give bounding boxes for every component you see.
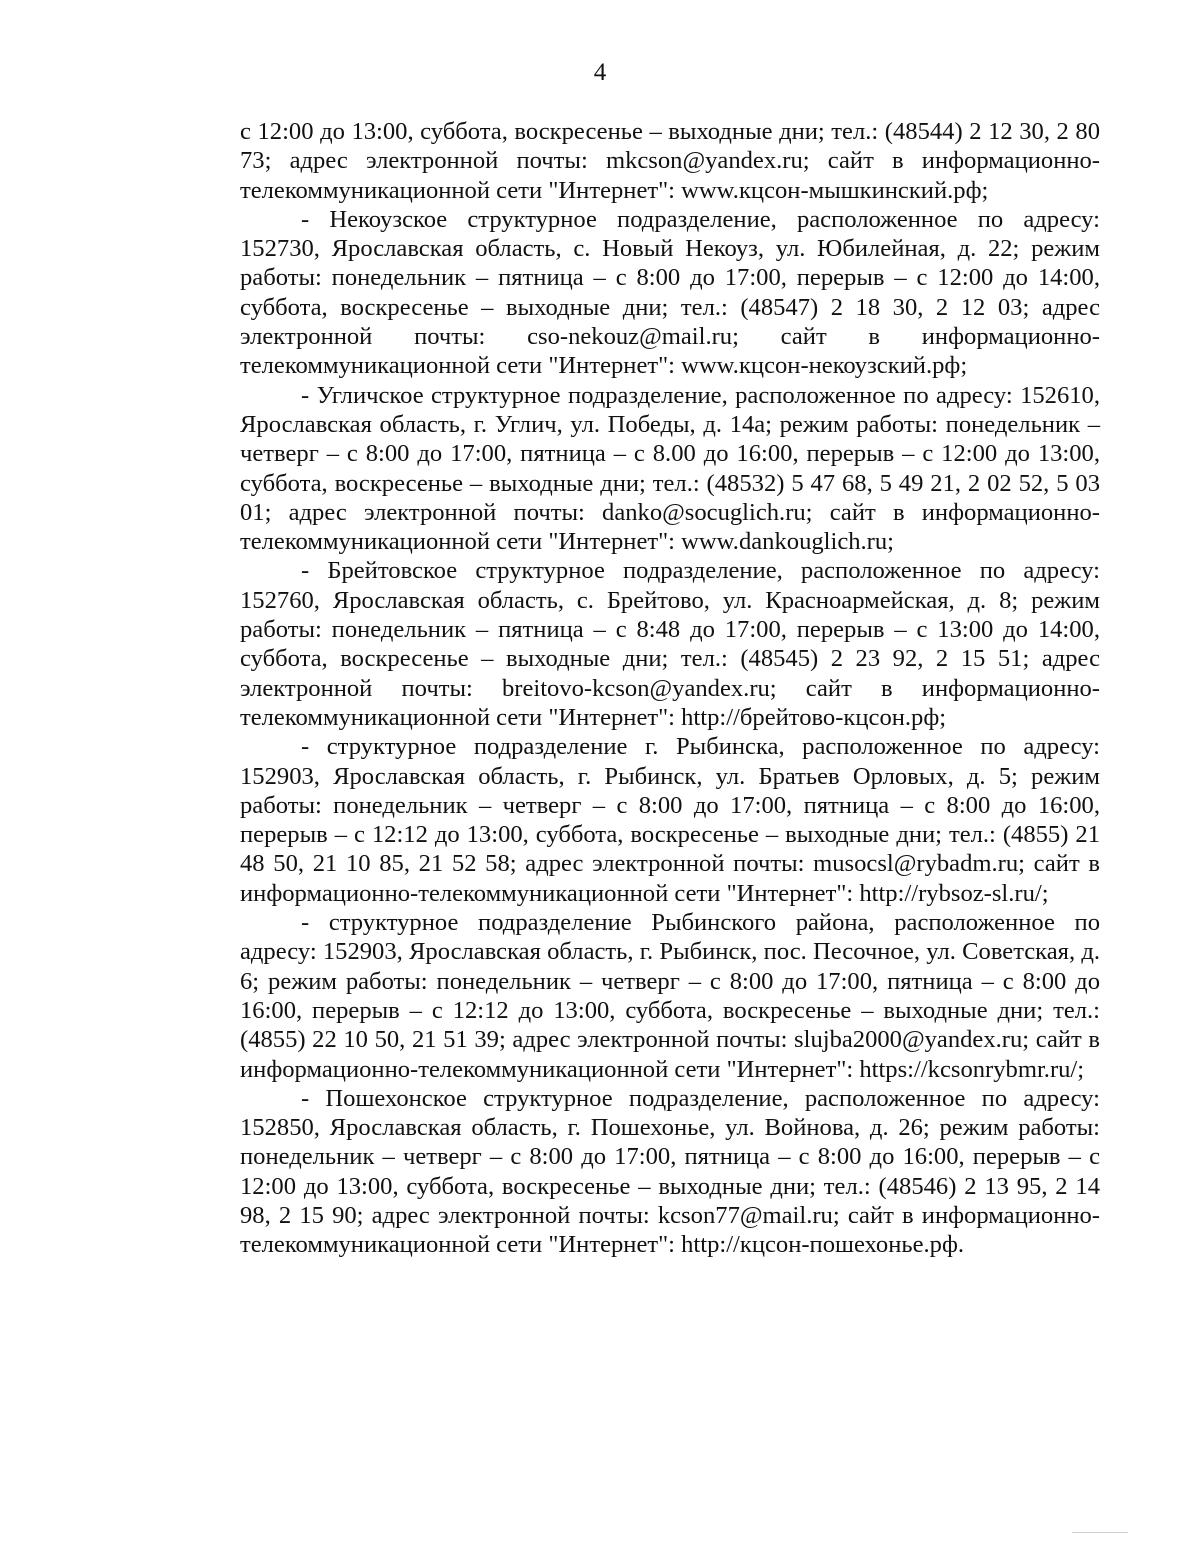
document-body: [240, 117, 1100, 1260]
paragraph-myshkin-continuation: с 12:00 до 13:00, суббота, воскресенье – выходные дни; тел.: (48544) 2 12 30, 2 80 73; адрес электронной почты: mkcson@yandex.ru; сайт в информационно-телекоммуникационной сети "Интернет": www.кцсон-мышкинский.рф;: [240, 118, 1100, 204]
page-number: 4: [593, 59, 607, 86]
paragraph-nekouz: - Некоузское структурное подразделение, расположенное по адресу: 152730, Ярославская область, с. Новый Некоуз, ул. Юбилейная, д. 22; режим работы: понедельник – пятница – с 8:00 до 17:00, перерыв – с 12:00 до 14:00, суббота, воскресенье – выходные дни; тел.: (48547) 2 18 30, 2 12 03; адрес электронной почты: cso-nekouz@mail.ru; сайт в информационно-телекоммуникационной сети "Интернет": www.кцсон-некоузский.рф;: [240, 205, 1100, 380]
paragraph-rybinsk-district: - структурное подразделение Рыбинского района, расположенное по адресу: 152903, Ярославская область, г. Рыбинск, пос. Песочное, ул. Советская, д. 6; режим работы: понедельник – четверг – с 8:00 до 17:00, пятница – с 8:00 до 16:00, перерыв – с 12:12 до 13:00, суббота, воскресенье – выходные дни; тел.: (4855) 22 10 50, 21 51 39; адрес электронной почты: slujba2000@yandex.ru; сайт в информационно-телекоммуникационной сети "Интернет": https://kcsonrybmr.ru/;: [240, 909, 1100, 1083]
paragraph-rybinsk-city: - структурное подразделение г. Рыбинска, расположенное по адресу: 152903, Ярославская область, г. Рыбинск, ул. Братьев Орловых, д. 5; режим работы: понедельник – четверг – с 8:00 до 17:00, пятница – с 8:00 до 16:00, перерыв – с 12:12 до 13:00, суббота, воскресенье – выходные дни; тел.: (4855) 21 48 50, 21 10 85, 21 52 58; адрес электронной почты: musocsl@rybadm.ru; сайт в информационно-телекоммуникационной сети "Интернет": http://rybsoz-sl.ru/;: [240, 733, 1100, 907]
scan-corner-mark: [1072, 1532, 1128, 1533]
paragraph-poshekhonye: - Пошехонское структурное подразделение, расположенное по адресу: 152850, Ярославская область, г. Пошехонье, ул. Войнова, д. 26; режим работы: понедельник – четверг – с 8:00 до 17:00, пятница – с 8:00 до 16:00, перерыв – с 12:00 до 13:00, суббота, воскресенье – выходные дни; тел.: (48546) 2 13 95, 2 14 98, 2 15 90; адрес электронной почты: kcson77@mail.ru; сайт в информационно-телекоммуникационной сети "Интернет": http://кцсон-пошехонье.рф.: [240, 1084, 1100, 1259]
paragraph-breitovo: - Брейтовское структурное подразделение, расположенное по адресу: 152760, Ярославская область, с. Брейтово, ул. Красноармейская, д. 8; режим работы: понедельник – пятница – с 8:48 до 17:00, перерыв – с 13:00 до 14:00, суббота, воскресенье – выходные дни; тел.: (48545) 2 23 92, 2 15 51; адрес электронной почты: breitovo-kcson@yandex.ru; сайт в информационно-телекоммуникационной сети "Интернет": http://брейтово-кцсон.рф;: [240, 557, 1100, 731]
paragraph-uglich: - Угличское структурное подразделение, расположенное по адресу: 152610, Ярославская область, г. Углич, ул. Победы, д. 14а; режим работы: понедельник – четверг – с 8:00 до 17:00, пятница – с 8.00 до 16:00, перерыв – с 12:00 до 13:00, суббота, воскресенье – выходные дни; тел.: (48532) 5 47 68, 5 49 21, 2 02 52, 5 03 01; адрес электронной почты: danko@socuglich.ru; сайт в информационно-телекоммуникационной сети "Интернет": www.dankouglich.ru;: [240, 381, 1100, 556]
